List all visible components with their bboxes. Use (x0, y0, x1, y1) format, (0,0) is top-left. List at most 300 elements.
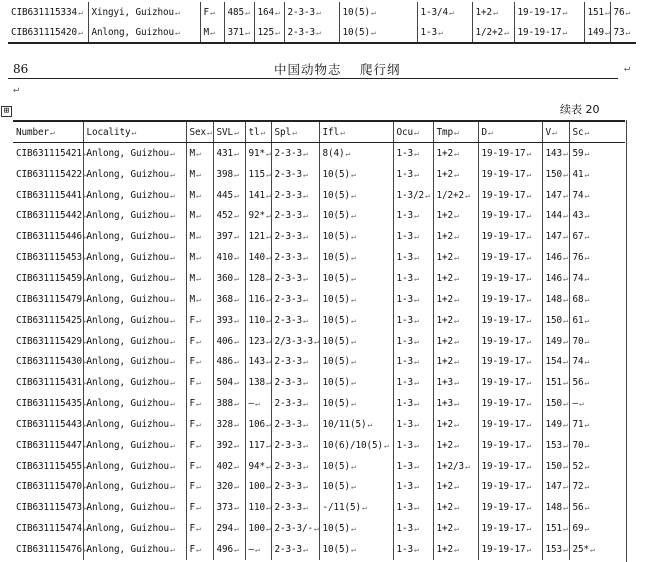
cell-locality (83, 393, 186, 414)
cell-spl-text: 2-3-3 (274, 502, 302, 514)
cell-spl-text: 2-3-3 (274, 189, 302, 201)
cell-d (478, 164, 542, 185)
cell-svl-text: 485 (227, 6, 244, 18)
cell-sex (186, 331, 213, 352)
cell-svl (213, 393, 245, 414)
cell-end-mark-icon: ↵ (465, 461, 470, 471)
cell-svl (213, 164, 245, 185)
cell-end-mark-icon: ↵ (345, 148, 351, 158)
cell-end-mark-icon: ↵ (196, 232, 201, 242)
cell-end-mark-icon: ↵ (196, 399, 201, 409)
cell-end-mark-icon: ↵ (303, 211, 308, 221)
cell-v (542, 226, 569, 247)
cell-locality (83, 185, 186, 206)
cell-ifl-text: 10(5) (322, 293, 350, 305)
cell-number-text: CIB631115435 (16, 398, 82, 410)
cell-tmp-text: 1/2+2 (475, 26, 503, 38)
cell-number-text: CIB631115459 (16, 272, 82, 284)
cell-end-mark-icon: ↵ (414, 482, 419, 492)
cell-svl-text: 486 (216, 356, 233, 368)
cell-locality (83, 456, 186, 477)
cell-number (13, 164, 88, 185)
cell-ocu-text: 1-3 (396, 252, 413, 264)
cell-ocu (393, 206, 433, 227)
cell-tl-text: 106 (248, 418, 265, 430)
cell-tmp (433, 310, 478, 331)
cell-number (13, 351, 88, 372)
cell-locality-text: Anlong, Guizhou (86, 210, 169, 222)
table-row (13, 414, 625, 435)
cell-end-mark-icon: ↵ (351, 524, 356, 534)
cell-v (542, 351, 569, 372)
cell-end-mark-icon: ↵ (234, 357, 239, 367)
cell-end-mark-icon: ↵ (234, 232, 239, 242)
cell-end-mark-icon: ↵ (526, 440, 532, 450)
cell-sex-text: F (189, 502, 195, 514)
cell-sex (186, 393, 213, 414)
cell-tmp (433, 185, 478, 206)
cell-sc (569, 206, 625, 227)
cell-end-mark-icon: ↵ (526, 419, 532, 429)
cell-sex (186, 518, 213, 539)
column-header-svl (213, 121, 245, 143)
cell-d-text: 19-19-17 (481, 189, 526, 201)
cell-number (13, 268, 88, 289)
cell-end-mark-icon: ↵ (169, 503, 175, 513)
cell-locality (83, 351, 186, 372)
cell-tmp-text: 1+2 (436, 439, 453, 451)
cell-svl-text: 368 (216, 293, 233, 305)
cell-ifl-text: 10(5) (322, 377, 350, 389)
cell-end-mark-icon: ↵ (584, 148, 590, 158)
cell-ifl (319, 268, 393, 289)
cell-ifl-text: 10(5) (322, 252, 350, 264)
cell-tl-text: 100 (248, 523, 265, 535)
cell-ifl (319, 289, 393, 310)
cell-end-mark-icon: ↵ (526, 253, 532, 263)
cell-end-mark-icon: ↵ (234, 503, 239, 513)
table-row (13, 331, 625, 352)
cell-end-mark-icon: ↵ (351, 357, 356, 367)
cell-spl (271, 351, 319, 372)
cell-end-mark-icon: ↵ (454, 211, 459, 221)
cell-end-mark-icon: ↵ (316, 27, 321, 37)
column-header-number-text: Number (16, 126, 49, 138)
cell-ifl (319, 185, 393, 206)
cell-locality (83, 331, 186, 352)
cell-svl-text: 496 (216, 543, 233, 555)
cell-end-mark-icon: ↵ (563, 273, 568, 283)
cell-tl (245, 310, 271, 331)
column-header-spl (271, 121, 319, 143)
cell-tl (245, 268, 271, 289)
cell-end-mark-icon: ↵ (196, 315, 201, 325)
cell-number-text: CIB631115446 (16, 231, 82, 243)
cell-end-mark-icon: ↵ (584, 378, 590, 388)
cell-end-mark-icon: ↵ (169, 419, 175, 429)
cell-v (542, 456, 569, 477)
cell-spl-text: 2-3-3 (274, 460, 302, 472)
cell-sc-text: 69 (572, 523, 584, 535)
cell-end-mark-icon: ↵ (414, 544, 419, 554)
cell-end-mark-icon: ↵ (526, 148, 532, 158)
cell-sex-text: F (189, 481, 195, 493)
cell-end-mark-icon: ↵ (169, 357, 175, 367)
cell-ocu (417, 2, 472, 22)
cell-end-mark-icon: ↵ (562, 27, 568, 37)
cell-end-mark-icon: ↵ (414, 273, 419, 283)
cell-tmp-text: 1+3 (436, 377, 453, 389)
cell-end-mark-icon: ↵ (245, 27, 250, 37)
cell-v (542, 331, 569, 352)
cell-spl-text: 2-3-3 (274, 252, 302, 264)
cell-svl (213, 477, 245, 498)
cell-end-mark-icon: ↵ (266, 440, 271, 450)
cell-svl (213, 372, 245, 393)
cell-tl-text: 140 (248, 252, 265, 264)
cell-number (8, 22, 88, 43)
cell-sex-text: F (189, 314, 195, 326)
cell-end-mark-icon: ↵ (196, 503, 201, 513)
cell-end-mark-icon: ↵ (361, 503, 367, 513)
cell-sex-text: M (189, 189, 195, 201)
cell-end-mark-icon: ↵ (526, 294, 532, 304)
cell-ifl (339, 2, 417, 22)
cell-locality-text: Anlong, Guizhou (86, 523, 169, 535)
cell-v (542, 372, 569, 393)
cell-end-mark-icon: ↵ (563, 440, 568, 450)
cell-d (478, 226, 542, 247)
cell-end-mark-icon: ↵ (414, 169, 419, 179)
cell-end-mark-icon: ↵ (234, 127, 239, 137)
cell-sc (569, 477, 625, 498)
cell-end-mark-icon: ↵ (454, 524, 459, 534)
cell-end-mark-icon: ↵ (174, 27, 180, 37)
cell-tl (245, 143, 271, 164)
cell-ifl-text: 10(5) (322, 314, 350, 326)
cell-spl-text: 2-3-3 (274, 314, 302, 326)
cell-tmp-text: 1+2 (436, 252, 453, 264)
cell-sc-text: 68 (572, 293, 584, 305)
cell-end-mark-icon: ↵ (169, 399, 175, 409)
column-header-sex (186, 121, 213, 143)
cell-d (478, 435, 542, 456)
cell-sex (186, 226, 213, 247)
cell-end-mark-icon: ↵ (584, 190, 590, 200)
cell-spl-text: 2-3-3 (274, 377, 302, 389)
cell-end-mark-icon: ↵ (563, 482, 568, 492)
table-continued-label: 续表 20 (560, 103, 600, 116)
specimen-table (13, 120, 625, 560)
cell-sc (569, 164, 625, 185)
table-row (13, 351, 625, 372)
cell-sc-text: 72 (572, 481, 584, 493)
cell-end-mark-icon: ↵ (526, 315, 532, 325)
cell-sc-text: 71 (572, 418, 584, 430)
cell-tmp-text: 1+2 (436, 502, 453, 514)
cell-v-text: 151 (545, 377, 562, 389)
cell-ocu (393, 143, 433, 164)
cell-ocu (393, 226, 433, 247)
cell-end-mark-icon: ↵ (454, 315, 459, 325)
cell-end-mark-icon: ↵ (196, 544, 201, 554)
cell-locality (88, 22, 200, 43)
cell-locality-text: Anlong, Guizhou (86, 314, 169, 326)
cell-end-mark-icon: ↵ (234, 440, 239, 450)
cell-end-mark-icon: ↵ (414, 440, 419, 450)
cell-end-mark-icon: ↵ (584, 524, 590, 534)
cell-d-text: 19-19-17 (517, 26, 562, 38)
table-header-row (13, 121, 625, 143)
cell-v (542, 143, 569, 164)
table-row (13, 518, 625, 539)
cell-number-text: CIB631115470 (16, 481, 82, 493)
cell-number-text: CIB631115420 (11, 26, 77, 38)
cell-tmp-text: 1+2 (475, 6, 492, 18)
cell-number (13, 206, 88, 227)
cell-end-mark-icon: ↵ (526, 190, 532, 200)
cell-end-mark-icon: ↵ (82, 357, 88, 367)
cell-d (478, 539, 542, 560)
cell-end-mark-icon: ↵ (196, 357, 201, 367)
cell-spl-text: 2-3-3 (274, 210, 302, 222)
cell-end-mark-icon: ↵ (303, 440, 308, 450)
cell-end-mark-icon: ↵ (414, 503, 419, 513)
cell-tmp-text: 1+3 (436, 398, 453, 410)
cell-sex (186, 414, 213, 435)
cell-end-mark-icon: ↵ (351, 190, 356, 200)
cell-tmp (433, 206, 478, 227)
cell-sc (569, 289, 625, 310)
cell-end-mark-icon: ↵ (414, 294, 419, 304)
cell-locality-text: Anlong, Guizhou (86, 231, 169, 243)
cell-ocu-text: 1-3 (396, 398, 413, 410)
cell-svl (213, 206, 245, 227)
cell-ifl-text: 10/11(5) (322, 418, 367, 430)
cell-tmp (433, 289, 478, 310)
cell-d-text: 19-19-17 (481, 314, 526, 326)
cell-tmp (433, 497, 478, 518)
cell-d-text: 19-19-17 (517, 6, 562, 18)
cell-ocu-text: 1-3 (396, 231, 413, 243)
cell-end-mark-icon: ↵ (351, 544, 356, 554)
cell-d-text: 19-19-17 (481, 356, 526, 368)
cell-sex (186, 372, 213, 393)
cell-spl-text: 2-3-3 (274, 147, 302, 159)
cell-tl (245, 414, 271, 435)
cell-end-mark-icon: ↵ (196, 524, 201, 534)
cell-end-mark-icon: ↵ (563, 544, 568, 554)
cell-end-mark-icon: ↵ (234, 273, 239, 283)
cell-end-mark-icon: ↵ (82, 273, 88, 283)
cell-end-mark-icon: ↵ (196, 336, 201, 346)
cell-svl-text: 320 (216, 481, 233, 493)
cell-end-mark-icon: ↵ (303, 315, 308, 325)
cell-end-mark-icon: ↵ (266, 336, 271, 346)
cell-end-mark-icon: ↵ (371, 27, 376, 37)
cell-locality-text: Anlong, Guizhou (86, 398, 169, 410)
cell-number-text: CIB631115447 (16, 439, 82, 451)
cell-sc (610, 22, 636, 43)
cell-end-mark-icon: ↵ (584, 211, 590, 221)
cell-tmp (433, 351, 478, 372)
cell-ifl-text: 10(5) (322, 523, 350, 535)
cell-end-mark-icon: ↵ (169, 148, 175, 158)
cell-number-text: CIB631115453 (16, 252, 82, 264)
cell-sc-text: 41 (572, 168, 584, 180)
cell-ocu (393, 477, 433, 498)
cell-tl (245, 477, 271, 498)
cell-v-text: 143 (545, 147, 562, 159)
cell-tmp-text: 1+2 (436, 272, 453, 284)
cell-end-mark-icon: ↵ (449, 7, 454, 17)
cell-end-mark-icon: ↵ (584, 440, 590, 450)
cell-end-mark-icon: ↵ (367, 419, 373, 429)
cell-sex-text: M (203, 26, 209, 38)
table-move-handle-icon[interactable]: ⊞ (1, 106, 12, 117)
cell-ocu-text: 1-3 (420, 26, 437, 38)
cell-end-mark-icon: ↵ (562, 7, 568, 17)
cell-v-text: 146 (545, 272, 562, 284)
cell-ocu (393, 164, 433, 185)
cell-tl-text: 117 (248, 439, 265, 451)
column-header-number (13, 121, 83, 143)
cell-end-mark-icon: ↵ (234, 294, 239, 304)
cell-end-mark-icon: ↵ (82, 399, 88, 409)
cell-spl (271, 185, 319, 206)
cell-locality (83, 143, 186, 164)
cell-locality (83, 414, 186, 435)
cell-end-mark-icon: ↵ (563, 419, 568, 429)
cell-v-text: 151 (545, 523, 562, 535)
cell-spl-text: 2-3-3 (274, 293, 302, 305)
cell-ifl-text: 10(5) (322, 543, 350, 555)
cell-end-mark-icon: ↵ (82, 419, 88, 429)
cell-end-mark-icon: ↵ (169, 190, 175, 200)
cell-end-mark-icon: ↵ (579, 399, 584, 409)
cell-end-mark-icon: ↵ (454, 148, 459, 158)
cell-ifl (339, 22, 417, 43)
cell-spl (271, 539, 319, 560)
cell-end-mark-icon: ↵ (563, 357, 568, 367)
cell-end-mark-icon: ↵ (266, 190, 271, 200)
cell-sc (569, 435, 625, 456)
cell-tmp (433, 518, 478, 539)
paragraph-mark-icon: ↵ (624, 63, 631, 74)
cell-sex-text: F (189, 460, 195, 472)
cell-end-mark-icon: ↵ (526, 461, 532, 471)
cell-d-text: 19-19-17 (481, 460, 526, 472)
cell-sc-text: 25* (572, 543, 589, 555)
cell-locality-text: Anlong, Guizhou (86, 272, 169, 284)
cell-svl (213, 310, 245, 331)
cell-end-mark-icon: ↵ (454, 336, 459, 346)
cell-ifl-text: 8(4) (322, 147, 345, 159)
cell-end-mark-icon: ↵ (414, 127, 419, 137)
cell-v-text: 146 (545, 252, 562, 264)
cell-svl-text: 294 (216, 523, 233, 535)
cell-sc-text: 52 (572, 460, 584, 472)
cell-d (478, 289, 542, 310)
cell-end-mark-icon: ↵ (303, 461, 308, 471)
cell-end-mark-icon: ↵ (234, 544, 239, 554)
cell-sex (186, 185, 213, 206)
cell-end-mark-icon: ↵ (196, 148, 201, 158)
cell-ocu (417, 22, 472, 43)
cell-spl-text: 2-3-3 (274, 168, 302, 180)
cell-svl-text: 452 (216, 210, 233, 222)
cell-locality-text: Anlong, Guizhou (86, 460, 169, 472)
cell-tmp-text: 1/2+2 (436, 189, 464, 201)
cell-number-text: CIB631115474 (16, 523, 82, 535)
cell-number-text: CIB631115441 (16, 189, 82, 201)
cell-v-text: 148 (545, 502, 562, 514)
cell-number (8, 2, 88, 22)
cell-spl-text: 2-3-3 (274, 481, 302, 493)
cell-sc-text: 73 (613, 26, 625, 38)
cell-end-mark-icon: ↵ (414, 357, 419, 367)
cell-end-mark-icon: ↵ (82, 440, 88, 450)
cell-end-mark-icon: ↵ (303, 148, 308, 158)
cell-d-text: 19-19-17 (481, 168, 526, 180)
cell-locality-text: Anlong, Guizhou (86, 418, 169, 430)
cell-end-mark-icon: ↵ (526, 482, 532, 492)
cell-end-mark-icon: ↵ (414, 336, 419, 346)
cell-end-mark-icon: ↵ (196, 253, 201, 263)
cell-ocu (393, 414, 433, 435)
cell-v (584, 2, 610, 22)
cell-ocu-text: 1-3/2 (396, 189, 424, 201)
cell-tl (245, 351, 271, 372)
cell-tmp (472, 2, 514, 22)
cell-d-text: 19-19-17 (481, 335, 526, 347)
cell-number-text: CIB631115422 (16, 168, 82, 180)
cell-sc (569, 414, 625, 435)
table-row (13, 435, 625, 456)
cell-svl-text: 371 (227, 26, 244, 38)
cell-d-text: 19-19-17 (481, 293, 526, 305)
cell-d (478, 268, 542, 289)
cell-end-mark-icon: ↵ (234, 399, 239, 409)
cell-ifl (319, 539, 393, 560)
cell-end-mark-icon: ↵ (584, 294, 590, 304)
cell-v-text: 153 (545, 439, 562, 451)
cell-end-mark-icon: ↵ (303, 419, 308, 429)
cell-svl (213, 247, 245, 268)
cell-end-mark-icon: ↵ (82, 315, 88, 325)
cell-end-mark-icon: ↵ (552, 127, 557, 137)
cell-tmp (433, 477, 478, 498)
cell-sex (186, 164, 213, 185)
cell-end-mark-icon: ↵ (563, 169, 568, 179)
cell-sc (569, 331, 625, 352)
cell-ifl (319, 206, 393, 227)
cell-end-mark-icon: ↵ (454, 482, 459, 492)
cell-ocu-text: 1-3 (396, 460, 413, 472)
cell-end-mark-icon: ↵ (351, 315, 356, 325)
cell-end-mark-icon: ↵ (266, 419, 271, 429)
cell-locality (83, 477, 186, 498)
cell-end-mark-icon: ↵ (196, 440, 201, 450)
cell-end-mark-icon: ↵ (234, 169, 239, 179)
cell-end-mark-icon: ↵ (210, 7, 215, 17)
cell-end-mark-icon: ↵ (414, 461, 419, 471)
cell-ifl-text: 10(5) (322, 356, 350, 368)
cell-svl (213, 456, 245, 477)
cell-d-text: 19-19-17 (481, 252, 526, 264)
cell-svl (213, 331, 245, 352)
cell-locality-text: Anlong, Guizhou (86, 481, 169, 493)
